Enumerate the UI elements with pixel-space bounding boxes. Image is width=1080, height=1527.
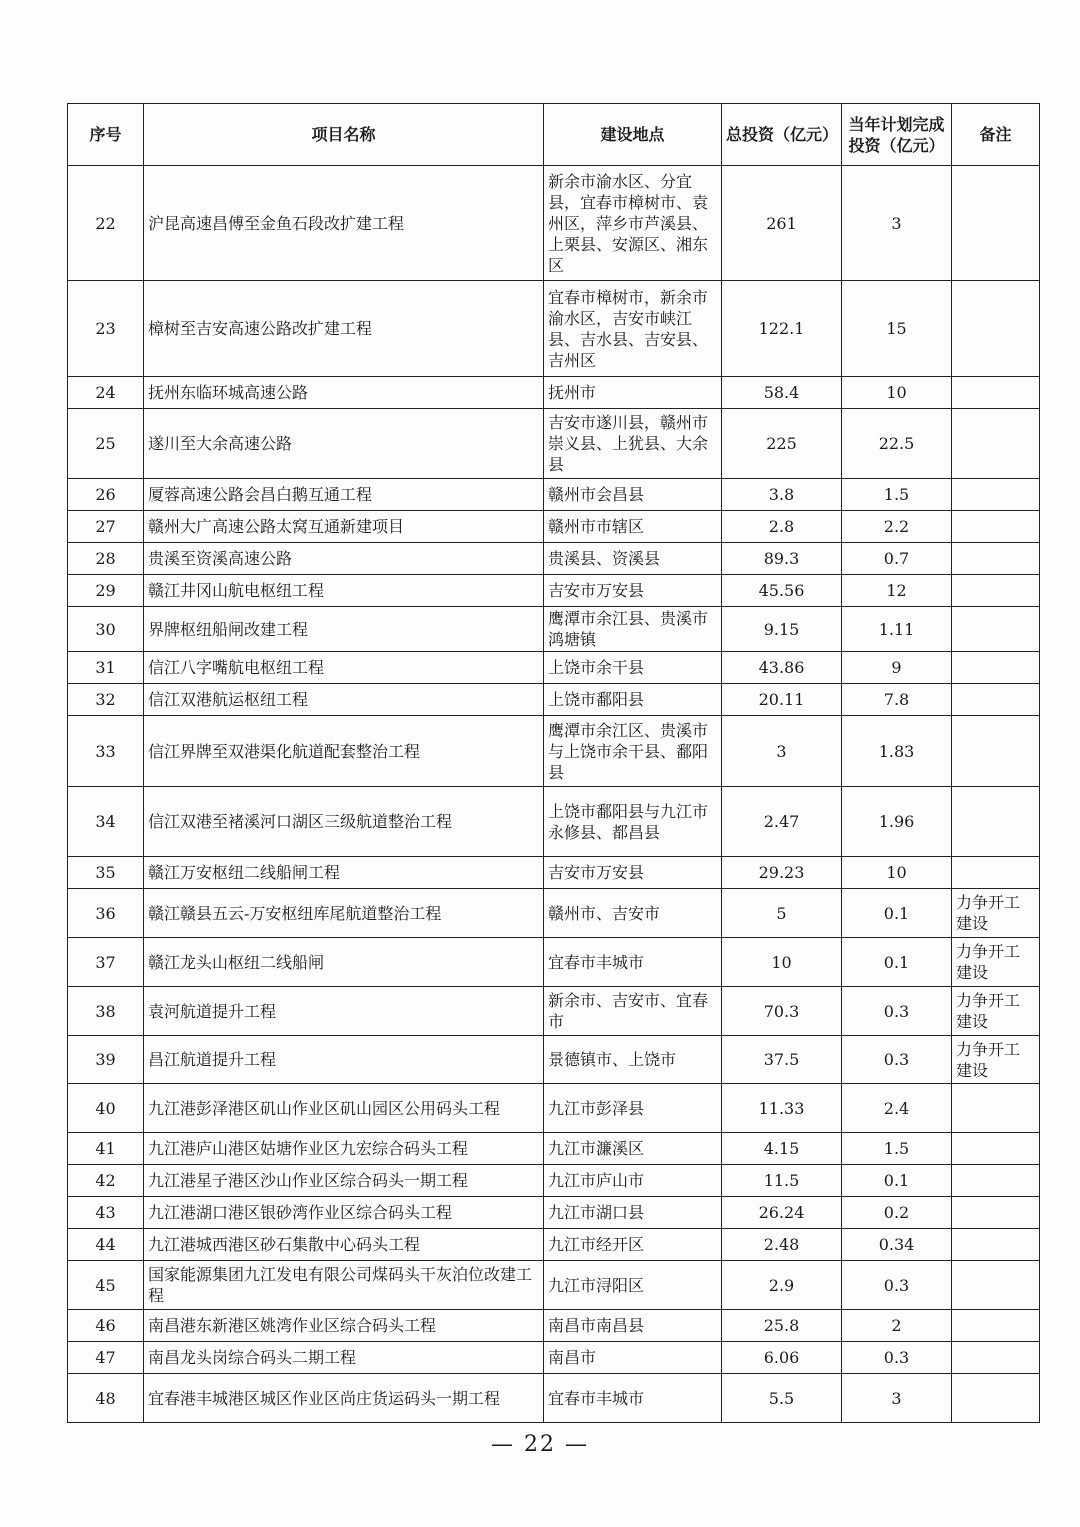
cell-seq: 31 bbox=[68, 652, 144, 684]
header-note: 备注 bbox=[952, 104, 1040, 166]
cell-seq: 34 bbox=[68, 787, 144, 857]
cell-location: 宜春市丰城市 bbox=[544, 938, 722, 987]
cell-note: 力争开工建设 bbox=[952, 938, 1040, 987]
cell-seq: 23 bbox=[68, 281, 144, 377]
cell-plan: 22.5 bbox=[842, 409, 952, 479]
table-row bbox=[68, 377, 1040, 409]
cell-total: 25.8 bbox=[722, 1310, 842, 1342]
cell-location: 吉安市遂川县，赣州市崇义县、上犹县、大余县 bbox=[544, 409, 722, 479]
table-row bbox=[68, 684, 1040, 716]
cell-note bbox=[952, 543, 1040, 575]
cell-name: 贵溪至资溪高速公路 bbox=[144, 543, 544, 575]
cell-plan: 3 bbox=[842, 1374, 952, 1423]
table-row bbox=[68, 1229, 1040, 1261]
cell-location: 九江市浔阳区 bbox=[544, 1261, 722, 1310]
cell-seq: 43 bbox=[68, 1197, 144, 1229]
cell-name: 南昌港东新港区姚湾作业区综合码头工程 bbox=[144, 1310, 544, 1342]
cell-note bbox=[952, 857, 1040, 889]
cell-plan: 0.1 bbox=[842, 938, 952, 987]
header-total: 总投资（亿元） bbox=[722, 104, 842, 166]
cell-plan: 0.1 bbox=[842, 889, 952, 938]
cell-name: 九江港湖口港区银砂湾作业区综合码头工程 bbox=[144, 1197, 544, 1229]
cell-note: 力争开工建设 bbox=[952, 1036, 1040, 1084]
cell-plan: 1.5 bbox=[842, 1133, 952, 1165]
table-row bbox=[68, 166, 1040, 281]
cell-seq: 22 bbox=[68, 166, 144, 281]
cell-total: 5.5 bbox=[722, 1374, 842, 1423]
cell-plan: 0.7 bbox=[842, 543, 952, 575]
cell-seq: 46 bbox=[68, 1310, 144, 1342]
cell-location: 上饶市鄱阳县 bbox=[544, 684, 722, 716]
cell-note bbox=[952, 377, 1040, 409]
cell-note bbox=[952, 716, 1040, 787]
cell-name: 九江港城西港区砂石集散中心码头工程 bbox=[144, 1229, 544, 1261]
cell-plan: 9 bbox=[842, 652, 952, 684]
cell-plan: 0.3 bbox=[842, 987, 952, 1036]
cell-note bbox=[952, 1084, 1040, 1133]
table-row bbox=[68, 575, 1040, 607]
cell-note bbox=[952, 409, 1040, 479]
table-row bbox=[68, 1084, 1040, 1133]
cell-location: 新余市、吉安市、宜春市 bbox=[544, 987, 722, 1036]
table-row bbox=[68, 607, 1040, 652]
cell-total: 26.24 bbox=[722, 1197, 842, 1229]
cell-name: 信江双港至褚溪河口湖区三级航道整治工程 bbox=[144, 787, 544, 857]
cell-plan: 1.5 bbox=[842, 479, 952, 511]
cell-seq: 39 bbox=[68, 1036, 144, 1084]
table-row bbox=[68, 1133, 1040, 1165]
cell-seq: 32 bbox=[68, 684, 144, 716]
cell-name: 赣江龙头山枢纽二线船闸 bbox=[144, 938, 544, 987]
cell-total: 11.33 bbox=[722, 1084, 842, 1133]
cell-note bbox=[952, 652, 1040, 684]
cell-name: 抚州东临环城高速公路 bbox=[144, 377, 544, 409]
cell-seq: 44 bbox=[68, 1229, 144, 1261]
cell-name: 赣江万安枢纽二线船闸工程 bbox=[144, 857, 544, 889]
cell-location: 景德镇市、上饶市 bbox=[544, 1036, 722, 1084]
cell-name: 赣州大广高速公路太窝互通新建项目 bbox=[144, 511, 544, 543]
table-row bbox=[68, 281, 1040, 377]
cell-total: 3.8 bbox=[722, 479, 842, 511]
cell-plan: 2.2 bbox=[842, 511, 952, 543]
cell-name: 国家能源集团九江发电有限公司煤码头干灰泊位改建工程 bbox=[144, 1261, 544, 1310]
table-row bbox=[68, 1342, 1040, 1374]
cell-total: 2.8 bbox=[722, 511, 842, 543]
project-table bbox=[67, 103, 1040, 1423]
cell-plan: 2 bbox=[842, 1310, 952, 1342]
cell-total: 70.3 bbox=[722, 987, 842, 1036]
header-seq: 序号 bbox=[68, 104, 144, 166]
cell-location: 上饶市余干县 bbox=[544, 652, 722, 684]
cell-name: 南昌龙头岗综合码头二期工程 bbox=[144, 1342, 544, 1374]
page-number: — 22 — bbox=[491, 1432, 589, 1457]
cell-name: 昌江航道提升工程 bbox=[144, 1036, 544, 1084]
table-row bbox=[68, 543, 1040, 575]
cell-plan: 7.8 bbox=[842, 684, 952, 716]
cell-location: 南昌市 bbox=[544, 1342, 722, 1374]
cell-seq: 33 bbox=[68, 716, 144, 787]
cell-plan: 0.3 bbox=[842, 1261, 952, 1310]
cell-seq: 42 bbox=[68, 1165, 144, 1197]
cell-location: 宜春市丰城市 bbox=[544, 1374, 722, 1423]
cell-total: 10 bbox=[722, 938, 842, 987]
cell-name: 袁河航道提升工程 bbox=[144, 987, 544, 1036]
cell-location: 吉安市万安县 bbox=[544, 857, 722, 889]
cell-total: 2.9 bbox=[722, 1261, 842, 1310]
table-row bbox=[68, 511, 1040, 543]
cell-seq: 47 bbox=[68, 1342, 144, 1374]
cell-seq: 40 bbox=[68, 1084, 144, 1133]
cell-plan: 1.96 bbox=[842, 787, 952, 857]
cell-name: 遂川至大余高速公路 bbox=[144, 409, 544, 479]
table-row bbox=[68, 409, 1040, 479]
cell-plan: 1.83 bbox=[842, 716, 952, 787]
cell-seq: 29 bbox=[68, 575, 144, 607]
table-row bbox=[68, 1036, 1040, 1084]
cell-plan: 15 bbox=[842, 281, 952, 377]
cell-location: 鹰潭市余江区、贵溪市与上饶市余干县、鄱阳县 bbox=[544, 716, 722, 787]
cell-location: 赣州市市辖区 bbox=[544, 511, 722, 543]
cell-note bbox=[952, 684, 1040, 716]
cell-location: 九江市彭泽县 bbox=[544, 1084, 722, 1133]
cell-location: 贵溪县、资溪县 bbox=[544, 543, 722, 575]
cell-total: 45.56 bbox=[722, 575, 842, 607]
cell-plan: 0.3 bbox=[842, 1342, 952, 1374]
cell-note bbox=[952, 787, 1040, 857]
cell-name: 赣江井冈山航电枢纽工程 bbox=[144, 575, 544, 607]
cell-seq: 45 bbox=[68, 1261, 144, 1310]
cell-total: 261 bbox=[722, 166, 842, 281]
cell-name: 赣江赣县五云-万安枢纽库尾航道整治工程 bbox=[144, 889, 544, 938]
cell-location: 新余市渝水区、分宜县，宜春市樟树市、袁州区，萍乡市芦溪县、上栗县、安源区、湘东区 bbox=[544, 166, 722, 281]
cell-seq: 28 bbox=[68, 543, 144, 575]
cell-plan: 0.2 bbox=[842, 1197, 952, 1229]
cell-total: 6.06 bbox=[722, 1342, 842, 1374]
cell-total: 3 bbox=[722, 716, 842, 787]
table-row bbox=[68, 1165, 1040, 1197]
table-header-row bbox=[68, 104, 1040, 166]
cell-note bbox=[952, 1197, 1040, 1229]
table-row bbox=[68, 889, 1040, 938]
cell-name: 九江港庐山港区姑塘作业区九宏综合码头工程 bbox=[144, 1133, 544, 1165]
table-row bbox=[68, 787, 1040, 857]
cell-note bbox=[952, 281, 1040, 377]
cell-location: 赣州市、吉安市 bbox=[544, 889, 722, 938]
cell-name: 信江界牌至双港渠化航道配套整治工程 bbox=[144, 716, 544, 787]
cell-seq: 24 bbox=[68, 377, 144, 409]
cell-total: 43.86 bbox=[722, 652, 842, 684]
cell-location: 宜春市樟树市，新余市渝水区，吉安市峡江县、吉水县、吉安县、吉州区 bbox=[544, 281, 722, 377]
table-row bbox=[68, 1261, 1040, 1310]
cell-note: 力争开工建设 bbox=[952, 889, 1040, 938]
cell-note bbox=[952, 479, 1040, 511]
table-row bbox=[68, 652, 1040, 684]
cell-name: 九江港彭泽港区矶山作业区矶山园区公用码头工程 bbox=[144, 1084, 544, 1133]
cell-name: 九江港星子港区沙山作业区综合码头一期工程 bbox=[144, 1165, 544, 1197]
cell-total: 4.15 bbox=[722, 1133, 842, 1165]
cell-seq: 48 bbox=[68, 1374, 144, 1423]
cell-total: 58.4 bbox=[722, 377, 842, 409]
table-row bbox=[68, 987, 1040, 1036]
cell-total: 5 bbox=[722, 889, 842, 938]
header-location: 建设地点 bbox=[544, 104, 722, 166]
cell-total: 2.48 bbox=[722, 1229, 842, 1261]
cell-note bbox=[952, 1229, 1040, 1261]
cell-plan: 2.4 bbox=[842, 1084, 952, 1133]
cell-total: 29.23 bbox=[722, 857, 842, 889]
table-row bbox=[68, 716, 1040, 787]
cell-plan: 1.11 bbox=[842, 607, 952, 652]
cell-plan: 0.1 bbox=[842, 1165, 952, 1197]
table-row bbox=[68, 857, 1040, 889]
cell-total: 122.1 bbox=[722, 281, 842, 377]
cell-seq: 27 bbox=[68, 511, 144, 543]
cell-location: 九江市经开区 bbox=[544, 1229, 722, 1261]
cell-seq: 38 bbox=[68, 987, 144, 1036]
cell-seq: 25 bbox=[68, 409, 144, 479]
cell-note bbox=[952, 1261, 1040, 1310]
table-row bbox=[68, 938, 1040, 987]
cell-name: 厦蓉高速公路会昌白鹅互通工程 bbox=[144, 479, 544, 511]
table-row bbox=[68, 1197, 1040, 1229]
cell-location: 赣州市会昌县 bbox=[544, 479, 722, 511]
cell-location: 九江市濂溪区 bbox=[544, 1133, 722, 1165]
cell-name: 宜春港丰城港区城区作业区尚庄货运码头一期工程 bbox=[144, 1374, 544, 1423]
cell-note bbox=[952, 511, 1040, 543]
cell-total: 89.3 bbox=[722, 543, 842, 575]
cell-note bbox=[952, 607, 1040, 652]
cell-seq: 26 bbox=[68, 479, 144, 511]
cell-note bbox=[952, 166, 1040, 281]
cell-name: 沪昆高速昌傅至金鱼石段改扩建工程 bbox=[144, 166, 544, 281]
cell-total: 20.11 bbox=[722, 684, 842, 716]
cell-plan: 0.3 bbox=[842, 1036, 952, 1084]
cell-location: 九江市湖口县 bbox=[544, 1197, 722, 1229]
table-row bbox=[68, 1310, 1040, 1342]
cell-plan: 0.34 bbox=[842, 1229, 952, 1261]
cell-location: 九江市庐山市 bbox=[544, 1165, 722, 1197]
cell-seq: 37 bbox=[68, 938, 144, 987]
cell-seq: 35 bbox=[68, 857, 144, 889]
cell-plan: 10 bbox=[842, 857, 952, 889]
cell-plan: 3 bbox=[842, 166, 952, 281]
cell-location: 吉安市万安县 bbox=[544, 575, 722, 607]
cell-total: 11.5 bbox=[722, 1165, 842, 1197]
cell-location: 鹰潭市余江县、贵溪市鸿塘镇 bbox=[544, 607, 722, 652]
table-body bbox=[68, 166, 1040, 1423]
cell-location: 上饶市鄱阳县与九江市永修县、都昌县 bbox=[544, 787, 722, 857]
table-row bbox=[68, 479, 1040, 511]
cell-location: 南昌市南昌县 bbox=[544, 1310, 722, 1342]
cell-name: 樟树至吉安高速公路改扩建工程 bbox=[144, 281, 544, 377]
cell-note bbox=[952, 575, 1040, 607]
cell-plan: 12 bbox=[842, 575, 952, 607]
cell-note bbox=[952, 1310, 1040, 1342]
cell-seq: 36 bbox=[68, 889, 144, 938]
cell-total: 2.47 bbox=[722, 787, 842, 857]
cell-total: 225 bbox=[722, 409, 842, 479]
cell-note bbox=[952, 1133, 1040, 1165]
cell-note bbox=[952, 1374, 1040, 1423]
cell-note: 力争开工建设 bbox=[952, 987, 1040, 1036]
cell-total: 9.15 bbox=[722, 607, 842, 652]
cell-location: 抚州市 bbox=[544, 377, 722, 409]
cell-total: 37.5 bbox=[722, 1036, 842, 1084]
cell-seq: 30 bbox=[68, 607, 144, 652]
table-row bbox=[68, 1374, 1040, 1423]
header-plan: 当年计划完成投资（亿元） bbox=[842, 104, 952, 166]
cell-name: 界牌枢纽船闸改建工程 bbox=[144, 607, 544, 652]
cell-name: 信江双港航运枢纽工程 bbox=[144, 684, 544, 716]
cell-seq: 41 bbox=[68, 1133, 144, 1165]
cell-note bbox=[952, 1165, 1040, 1197]
cell-name: 信江八字嘴航电枢纽工程 bbox=[144, 652, 544, 684]
header-name: 项目名称 bbox=[144, 104, 544, 166]
cell-plan: 10 bbox=[842, 377, 952, 409]
cell-note bbox=[952, 1342, 1040, 1374]
